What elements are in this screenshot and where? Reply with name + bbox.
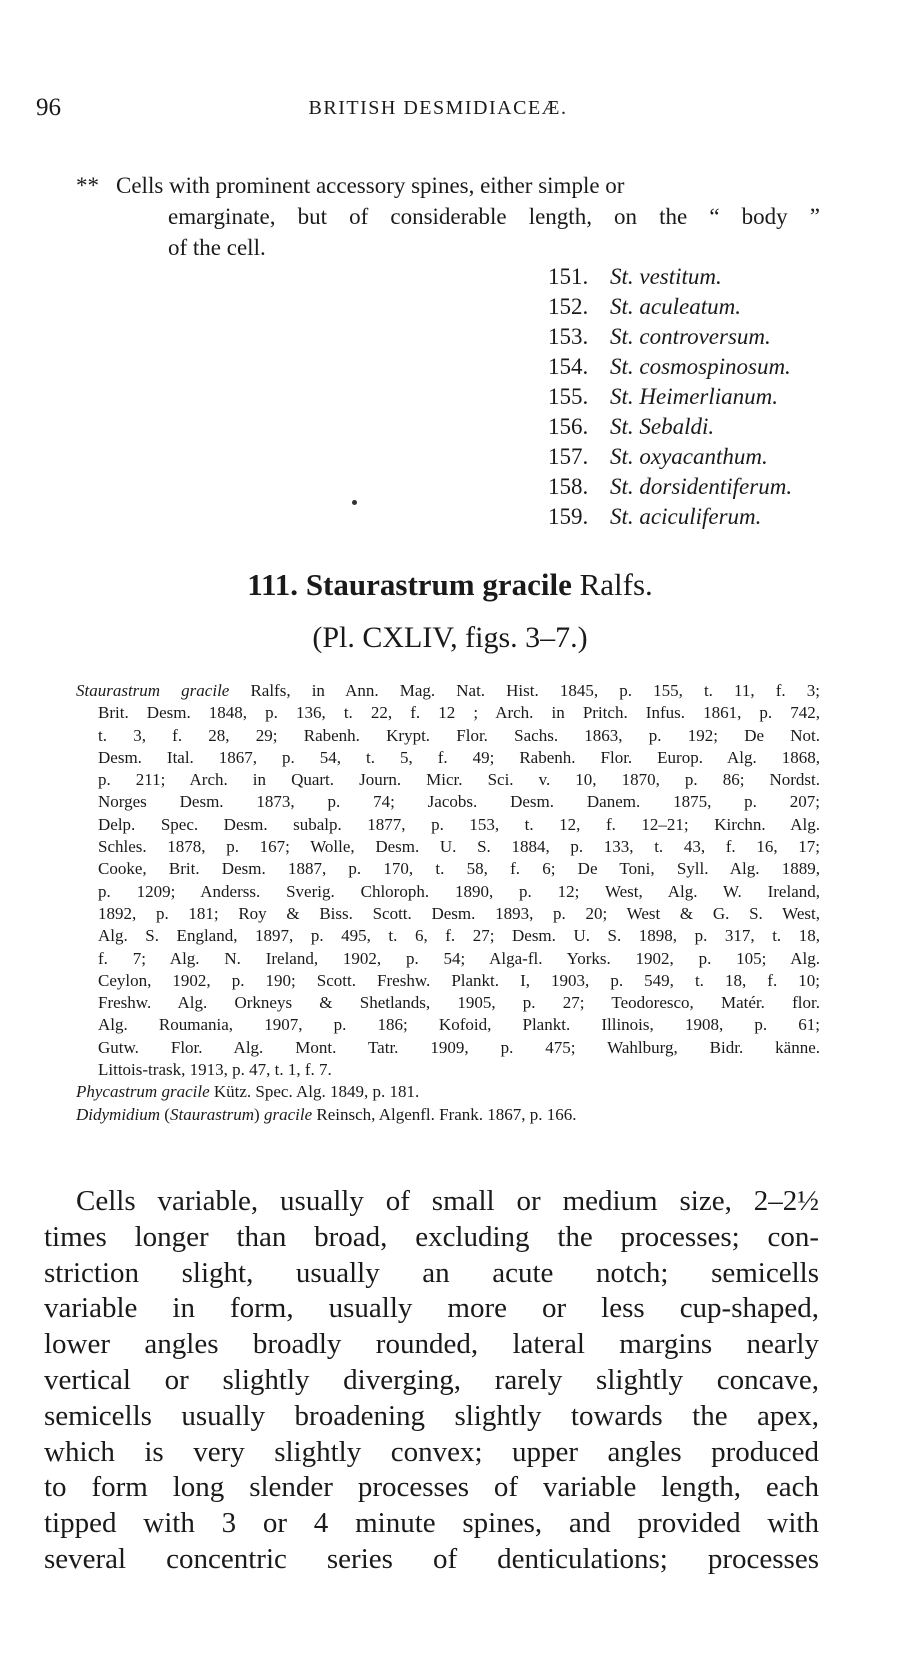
description-line: times longer than broad, excluding the processes; con-: [44, 1220, 819, 1253]
description-line: several concentric series of denticulations; processes: [44, 1542, 819, 1575]
intro-line: emarginate, but of considerable length, on the “ body ”: [168, 204, 820, 229]
species-list-item: [548, 262, 792, 292]
running-head: BRITISH DESMIDIACEÆ.: [308, 97, 568, 119]
species-list-item: [548, 322, 792, 352]
description-line: which is very slightly convex; upper angles produced: [44, 1435, 819, 1468]
page-header: [36, 94, 840, 124]
key-intro-paragraph: [76, 170, 820, 263]
double-asterisk-mark: **: [76, 173, 99, 198]
synonymy-line: Cooke, Brit. Desm. 1887, p. 170, t. 58, f. 6; De Toni, Syll. Alg. 1889,: [98, 859, 820, 879]
synonymy-line: t. 3, f. 28, 29; Rabenh. Krypt. Flor. Sachs. 1863, p. 192; De Not.: [98, 725, 820, 745]
species-number: 152.: [548, 294, 589, 319]
description-line: Cells variable, usually of small or medium size, 2–2½: [76, 1185, 819, 1217]
synonymy-line: p. 211; Arch. in Quart. Journ. Micr. Sci. v. 10, 1870, p. 86; Nordst.: [98, 770, 820, 790]
species-number: 158.: [548, 474, 589, 499]
synonymy-line-text: Ralfs, in Ann. Mag. Nat. Hist. 1845, p. 155, t. 11, f. 3;: [229, 681, 820, 700]
synonymy-line: Ceylon, 1902, p. 190; Scott. Freshw. Plankt. I, 1903, p. 549, t. 18, f. 10;: [98, 970, 820, 990]
species-heading-name: Staurastrum gracile: [305, 567, 572, 602]
description-line: tipped with 3 or 4 minute spines, and provided with: [44, 1507, 819, 1540]
description-line: variable in form, usually more or less cup-shaped,: [44, 1292, 819, 1325]
intro-line: of the cell.: [168, 235, 266, 260]
synonymy-line: Delp. Spec. Desm. subalp. 1877, p. 153, t. 12, f. 12–21; Kirchn. Alg.: [98, 814, 820, 834]
synonymy-line: p. 1209; Anderss. Sverig. Chloroph. 1890, p. 12; West, Alg. W. Ireland,: [98, 881, 820, 901]
intro-line: [76, 170, 820, 201]
synonym-epithet: gracile: [263, 1104, 313, 1124]
synonymy-entry: [76, 1081, 820, 1103]
species-number: 155.: [548, 384, 589, 409]
synonymy-block: [76, 680, 820, 1126]
description-line: semicells usually broadening slightly towards the apex,: [44, 1399, 819, 1432]
species-number: 159.: [548, 504, 589, 529]
species-name: St. Sebaldi.: [610, 414, 715, 439]
species-heading-number: 111.: [247, 567, 299, 602]
synonymy-line: 1892, p. 181; Roy & Biss. Scott. Desm. 1893, p. 20; West & G. S. West,: [98, 903, 820, 923]
synonymy-line: f. 7; Alg. N. Ireland, 1902, p. 54; Alga-fl. Yorks. 1902, p. 105; Alg.: [98, 948, 820, 968]
page-number: 96: [36, 94, 61, 121]
species-number: 154.: [548, 354, 589, 379]
intro-line-text: Cells with prominent accessory spines, either simple or: [116, 173, 625, 198]
synonymy-line: Norges Desm. 1873, p. 74; Jacobs. Desm. Danem. 1875, p. 207;: [98, 792, 820, 812]
synonymy-entry: [76, 1104, 820, 1126]
stray-ink-dot: [352, 500, 357, 505]
description-line: to form long slender processes of variable length, each: [44, 1471, 819, 1504]
species-name: St. cosmospinosum.: [610, 354, 791, 379]
species-list-item: [548, 292, 792, 322]
species-name: St. Heimerlianum.: [610, 384, 779, 409]
paren-close: ): [254, 1104, 264, 1124]
species-number: 153.: [548, 324, 589, 349]
species-name: St. aciculiferum.: [610, 504, 762, 529]
synonymy-line: Gutw. Flor. Alg. Mont. Tatr. 1909, p. 475; Wahlburg, Bidr. känne.: [98, 1037, 820, 1057]
synonymy-line: Desm. Ital. 1867, p. 54, t. 5, f. 49; Rabenh. Flor. Europ. Alg. 1868,: [98, 747, 820, 767]
synonym-genus: Didymidium: [76, 1104, 161, 1124]
species-number: 156.: [548, 414, 589, 439]
species-name: St. controversum.: [610, 324, 771, 349]
synonymy-line: Alg. S. England, 1897, p. 495, t. 6, f. 27; Desm. U. S. 1898, p. 317, t. 18,: [98, 926, 820, 946]
synonymy-line: Brit. Desm. 1848, p. 136, t. 22, f. 12 ; Arch. in Pritch. Infus. 1861, p. 742,: [98, 703, 820, 723]
description-line: lower angles broadly rounded, lateral margins nearly: [44, 1328, 819, 1361]
synonymy-line: Alg. Roumania, 1907, p. 186; Kofoid, Plankt. Illinois, 1908, p. 61;: [98, 1015, 820, 1035]
description-line: striction slight, usually an acute notch; semicells: [44, 1256, 819, 1289]
synonym-taxon: Staurastrum gracile: [76, 681, 230, 700]
species-name: St. aculeatum.: [610, 294, 741, 319]
synonymy-line: Schles. 1878, p. 167; Wolle, Desm. U. S. 1884, p. 133, t. 43, f. 16, 17;: [98, 837, 820, 857]
species-number: 157.: [548, 444, 589, 469]
species-name: St. vestitum.: [610, 264, 722, 289]
species-name: St. dorsidentiferum.: [610, 474, 793, 499]
synonymy-line: Freshw. Alg. Orkneys & Shetlands, 1905, p. 27; Teodoresco, Matér. flor.: [98, 993, 820, 1013]
synonymy-line: [76, 1104, 820, 1126]
species-name: St. oxyacanthum.: [610, 444, 768, 469]
synonymy-line: Littois-trask, 1913, p. 47, t. 1, f. 7.: [98, 1060, 332, 1080]
synonym-taxon: Phycastrum gracile: [76, 1082, 210, 1102]
plate-reference: (Pl. CXLIV, figs. 3–7.): [312, 621, 588, 654]
species-list: [548, 262, 792, 532]
synonymy-line: [76, 680, 820, 702]
species-list-item: [548, 382, 792, 412]
description-paragraph: [44, 1184, 819, 1578]
species-list-item: [548, 472, 792, 502]
synonymy-entry: [76, 680, 820, 1081]
species-list-item: [548, 502, 792, 532]
species-number: 151.: [548, 264, 589, 289]
species-heading: [0, 566, 900, 604]
species-list-item: [548, 352, 792, 382]
synonymy-line-text: Reinsch, Algenfl. Frank. 1867, p. 166.: [312, 1104, 577, 1124]
paren-open: (: [160, 1104, 170, 1124]
synonymy-line: [76, 1081, 820, 1103]
synonymy-line-text: Kütz. Spec. Alg. 1849, p. 181.: [209, 1082, 420, 1102]
species-list-item: [548, 412, 792, 442]
description-line: vertical or slightly diverging, rarely slightly concave,: [44, 1363, 819, 1396]
synonym-subgenus: Staurastrum: [169, 1104, 255, 1124]
species-heading-author: Ralfs.: [579, 567, 653, 602]
species-list-item: [548, 442, 792, 472]
